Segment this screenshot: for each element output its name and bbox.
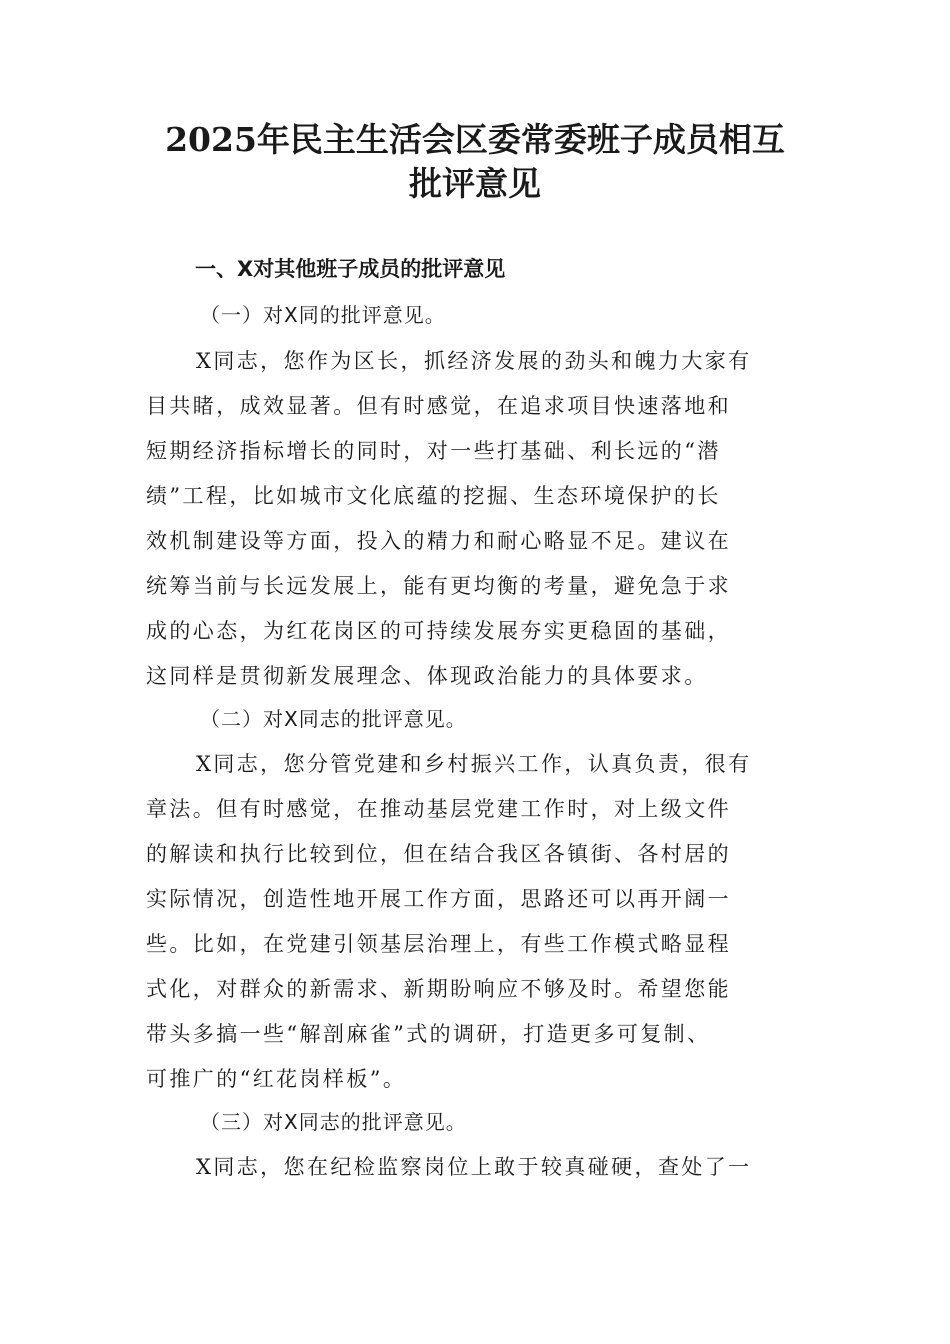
paragraph-2-line-6: 式化，对群众的新需求、新期盼响应不够及时。希望您能	[146, 977, 731, 1001]
paragraph-1-line-4: 绩”工程，比如城市文化底蕴的挖掘、生态环境保护的长	[146, 484, 721, 508]
subsection-2-heading: （二）对X同志的批评意见。	[200, 707, 467, 731]
paragraph-3-line-1: X同志，您在纪检监察岗位上敢于较真碰硬，查处了一	[196, 1155, 752, 1179]
paragraph-1-line-2: 目共睹，成效显著。但有时感觉，在追求项目快速落地和	[146, 394, 731, 418]
section-1-heading: 一、X对其他班子成员的批评意见	[195, 257, 506, 281]
paragraph-1-line-7: 成的心态，为红花岗区的可持续发展夯实更稳固的基础，	[146, 619, 731, 643]
paragraph-1-line-8: 这同样是贯彻新发展理念、体现政治能力的具体要求。	[146, 664, 708, 688]
paragraph-2-line-2: 章法。但有时感觉，在推动基层党建工作时，对上级文件	[146, 797, 731, 821]
paragraph-1-line-5: 效机制建设等方面，投入的精力和耐心略显不足。建议在	[146, 529, 731, 553]
document-title-line-2: 批评意见	[409, 164, 541, 203]
subsection-3-heading: （三）对X同志的批评意见。	[200, 1110, 467, 1134]
subsection-1-heading: （一）对X同的批评意见。	[200, 303, 446, 327]
paragraph-1-line-1: X同志，您作为区长，抓经济发展的劲头和魄力大家有	[196, 349, 752, 373]
paragraph-2-line-7: 带头多搞一些“解剖麻雀”式的调研，打造更多可复制、	[146, 1022, 711, 1046]
paragraph-2-line-3: 的解读和执行比较到位，但在结合我区各镇街、各村居的	[146, 842, 731, 866]
document-title-line-1: 2025年民主生活会区委常委班子成员相互	[165, 120, 785, 159]
paragraph-1-line-3: 短期经济指标增长的同时，对一些打基础、利长远的“潜	[146, 439, 721, 463]
paragraph-1-line-6: 统筹当前与长远发展上，能有更均衡的考量，避免急于求	[146, 574, 731, 598]
paragraph-2-line-4: 实际情况，创造性地开展工作方面，思路还可以再开阔一	[146, 887, 731, 911]
paragraph-2-line-8: 可推广的“红花岗样板”。	[146, 1067, 407, 1091]
paragraph-2-line-1: X同志，您分管党建和乡村振兴工作，认真负责，很有	[196, 752, 752, 776]
paragraph-2-line-5: 些。比如，在党建引领基层治理上，有些工作模式略显程	[146, 932, 731, 956]
